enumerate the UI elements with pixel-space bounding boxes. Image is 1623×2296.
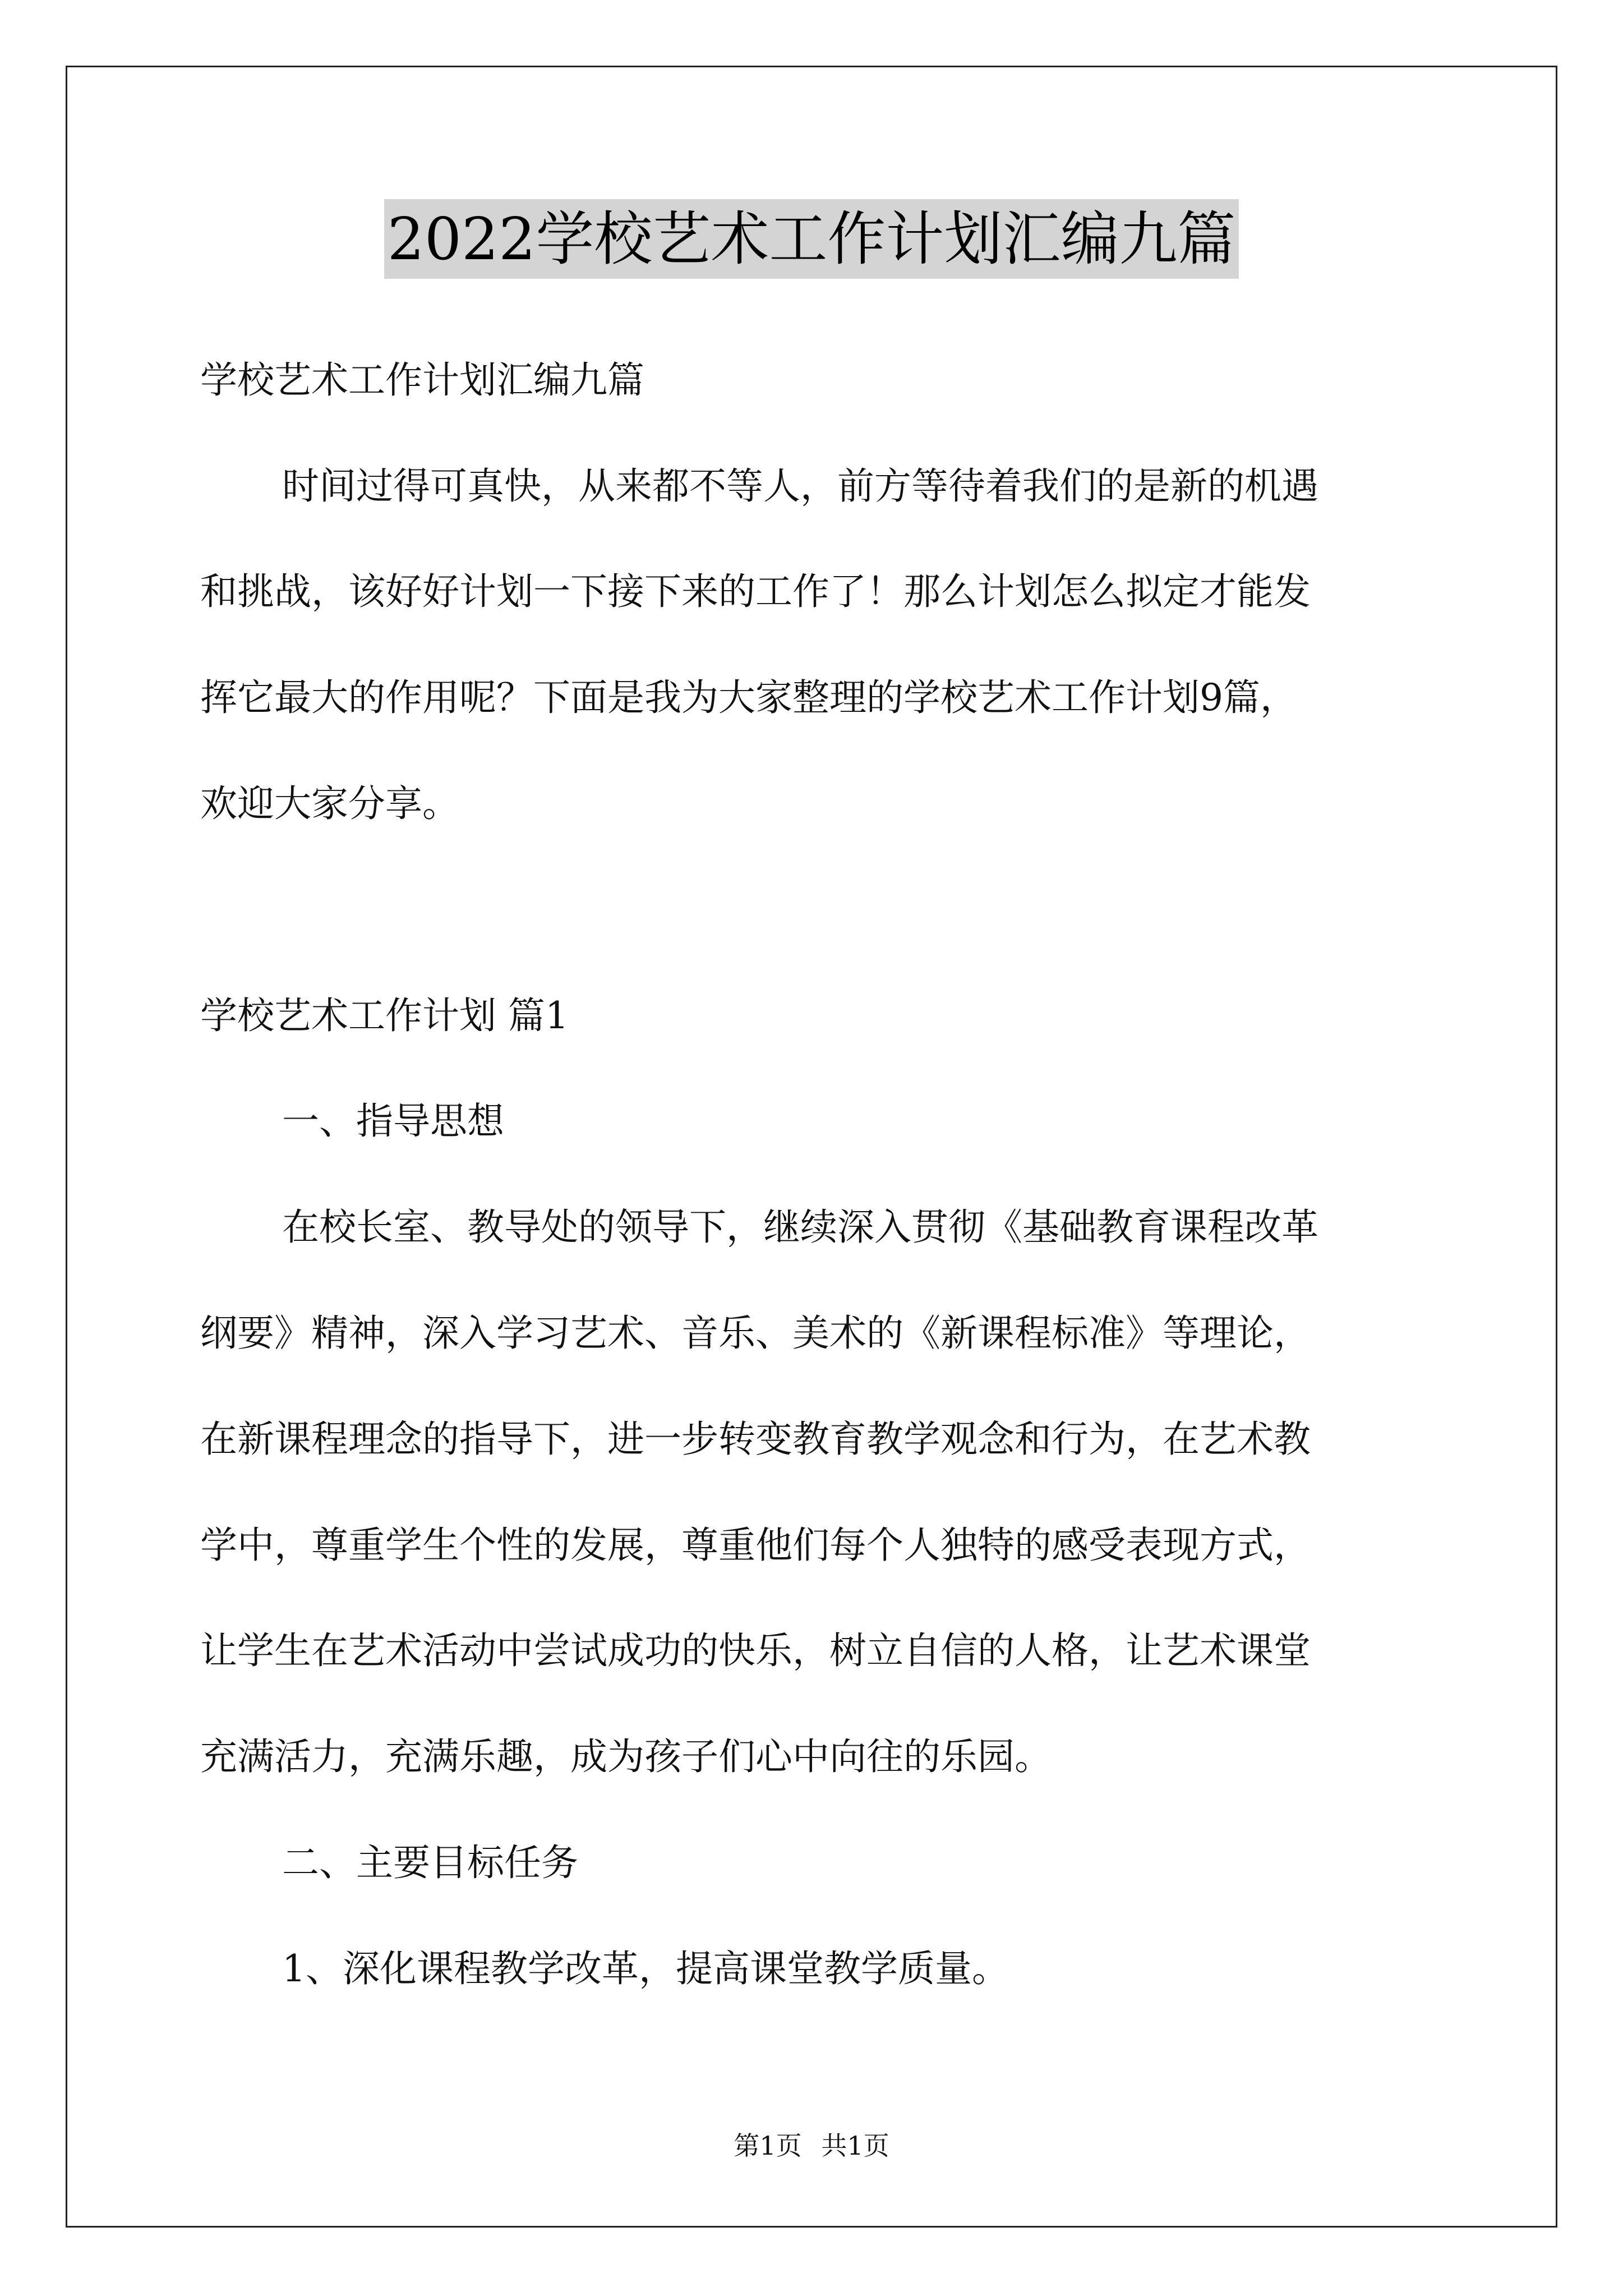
- paragraph-line: 和挑战，该好好计划一下接下来的工作了！那么计划怎么拟定才能发: [200, 570, 1311, 613]
- paragraph-line: 学中，尊重学生个性的发展，尊重他们每个人独特的感受表现方式，: [200, 1524, 1311, 1567]
- section-heading: 学校艺术工作计划 篇1: [200, 994, 569, 1037]
- paragraph-line: 在校长室、教导处的领导下，继续深入贯彻《基础教育课程改革: [282, 1205, 1318, 1249]
- paragraph-line: 欢迎大家分享。: [200, 782, 459, 825]
- paragraph-line: 时间过得可真快，从来都不等人，前方等待着我们的是新的机遇: [282, 464, 1318, 508]
- paragraph-line: 让学生在艺术活动中尝试成功的快乐，树立自信的人格，让艺术课堂: [200, 1629, 1311, 1672]
- subtitle-line: 学校艺术工作计划汇编九篇: [200, 358, 644, 402]
- subsection-heading: 一、指导思想: [282, 1099, 504, 1143]
- page-total: 共1页: [821, 2131, 889, 2161]
- paragraph-line: 1、深化课程教学改革，提高课堂教学质量。: [282, 1947, 1009, 1990]
- document-title: 2022学校艺术工作计划汇编九篇: [384, 199, 1239, 279]
- paragraph-line: 挥它最大的作用呢？下面是我为大家整理的学校艺术工作计划9篇，: [200, 676, 1297, 719]
- page-number: 第1页: [734, 2131, 802, 2161]
- paragraph-line: 在新课程理念的指导下，进一步转变教育教学观念和行为，在艺术教: [200, 1418, 1311, 1461]
- subsection-heading: 二、主要目标任务: [282, 1841, 578, 1884]
- page-footer: [0, 2129, 1623, 2162]
- paragraph-line: 纲要》精神，深入学习艺术、音乐、美术的《新课程标准》等理论，: [200, 1312, 1311, 1355]
- paragraph-line: 充满活力，充满乐趣，成为孩子们心中向往的乐园。: [200, 1735, 1052, 1778]
- title-container: [0, 199, 1623, 279]
